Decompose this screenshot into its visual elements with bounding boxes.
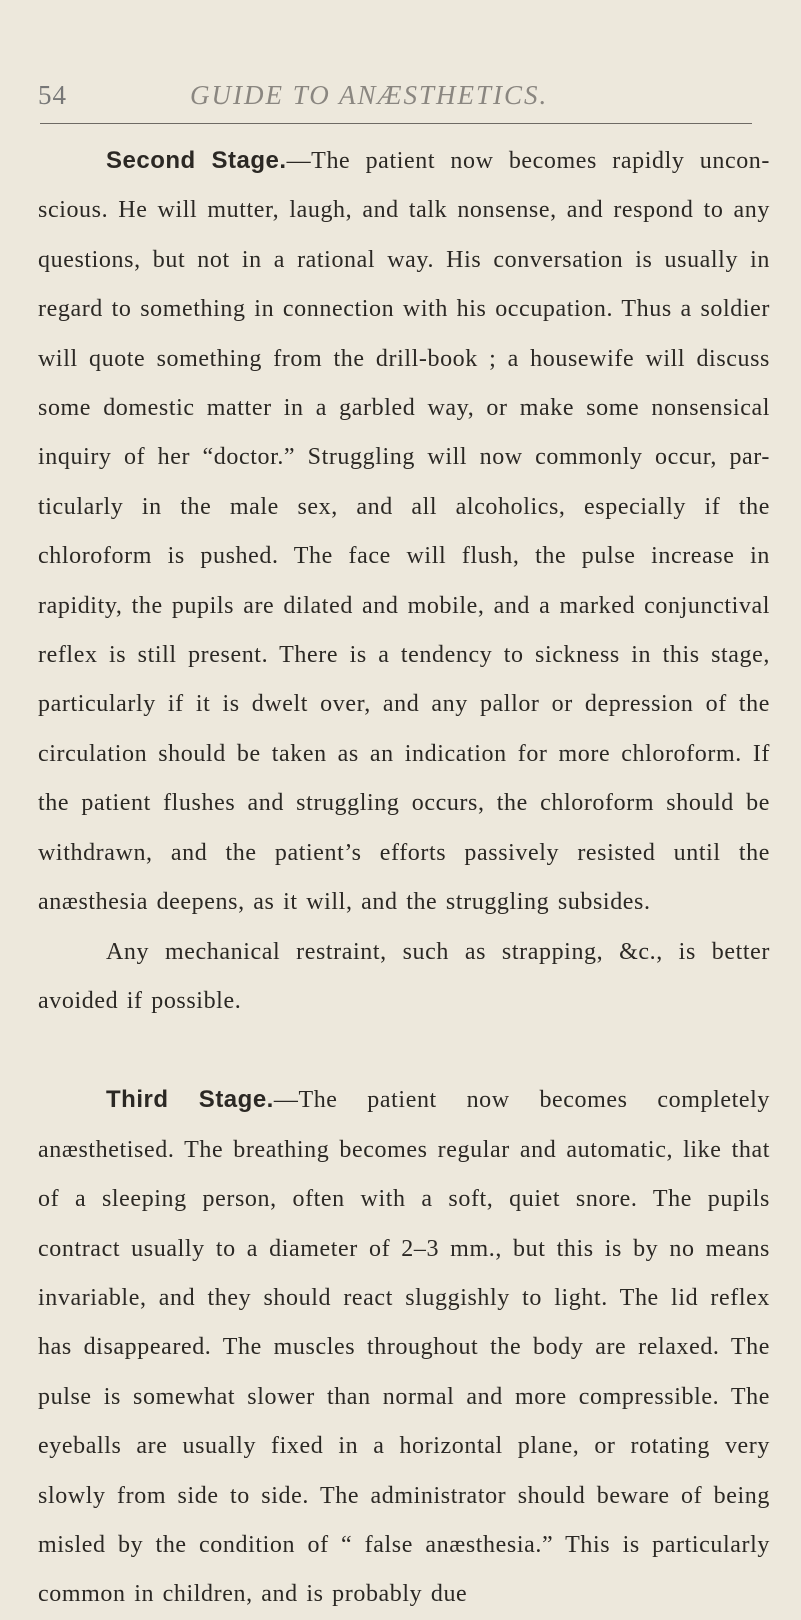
- second-stage-paragraph: [38, 136, 770, 928]
- running-head: [20, 80, 781, 120]
- header-rule: [40, 123, 752, 124]
- body-text: [38, 136, 770, 1620]
- third-stage-paragraph: [38, 1075, 770, 1619]
- third-stage-text: —The patient now becomes completely anæsthetised. The breathing becomes regular and automatic, like that of a sleeping person, often with a soft, quiet snore. The pupils contract usually to a diameter of 2–3 mm., but this is by no means invariable, and they should react sluggishly to light. The lid reflex has disappeared. The muscles throughout the body are relaxed. The pulse is somewhat slower than normal and more compressible. The eyeballs are usually fixed in a horizontal plane, or rotating very slowly from side to side. The administrator should beware of being misled by the condition of “ false anæsthesia.” This is particularly common in children, and is probably due: [38, 1087, 771, 1608]
- second-stage-text: —The patient now becomes rapidly uncon-scious. He will mutter, laugh, and talk nonsense, and respond to any questions, but not in a rational way. His conversation is usually in regard to something in connection with his occupation. Thus a soldier will quote something from the drill-book ; a housewife will discuss some domestic matter in a garbled way, or make some nonsensical inquiry of her “doctor.” Struggling will now commonly occur, par-ticularly in the male sex, and all alcoholics, especially if the chloroform is pushed. The face will flush, the pulse increase in rapidity, the pupils are dilated and mobile, and a marked conjunctival reflex is still present. There is a tendency to sickness in this stage, particularly if it is dwelt over, and any pallor or depression of the circulation should be taken as an indication for more chloroform. If the patient flushes and struggling occurs, the chloroform should be withdrawn, and the patient’s efforts passively resisted until the anæsthesia deepens, as it will, and the struggling subsides.: [38, 148, 770, 916]
- third-stage-heading: Third Stage.: [106, 1086, 274, 1114]
- page-number: 54: [38, 80, 67, 110]
- second-stage-heading: Second Stage.: [106, 147, 287, 174]
- running-title: GUIDE TO ANÆSTHETICS.: [190, 80, 549, 110]
- restraint-paragraph: Any mechanical restraint, such as strapping, &c., is better avoided if possible.: [38, 938, 770, 1014]
